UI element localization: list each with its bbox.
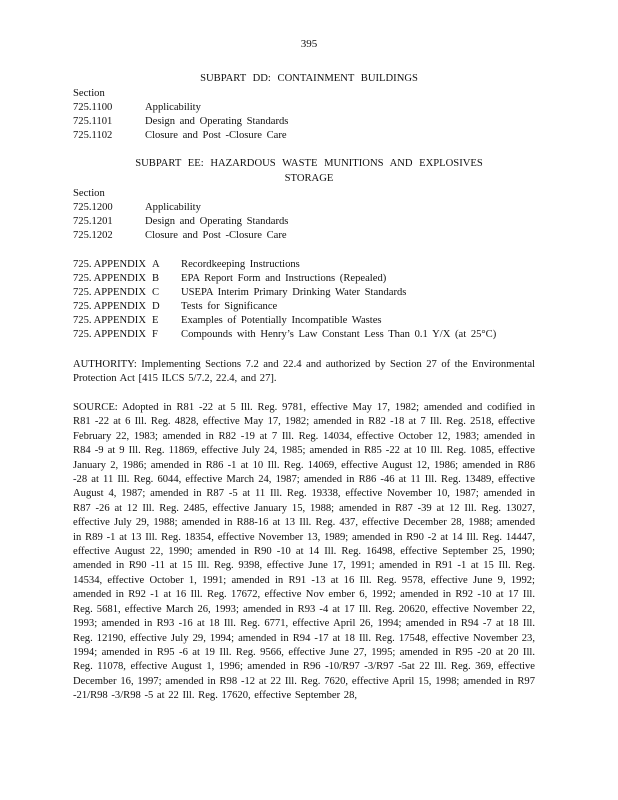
appendix-number: 725. APPENDIX (73, 287, 146, 298)
section-title: Closure and Post -Closure Care (145, 130, 287, 141)
appendix-title: USEPA Interim Primary Drinking Water Standards (181, 287, 407, 298)
appendix-number: 725. APPENDIX (73, 329, 146, 340)
section-number: 725.1102 (73, 130, 113, 141)
subpart-dd-heading: SUBPART DD: CONTAINMENT BUILDINGS (200, 73, 418, 84)
authority-note: AUTHORITY: Implementing Sections 7.2 and 22.4 and authorized by Section 27 of the Environmental Protection Act [415 ILCS 5/7.2, 22.4, and 27]. (73, 359, 535, 385)
section-number: 725.1100 (73, 102, 113, 113)
appendix-letter: D (152, 301, 160, 312)
section-number: 725.1101 (73, 116, 113, 127)
section-number: 725.1201 (73, 216, 113, 227)
page-number: 395 (300, 38, 318, 50)
appendix-letter: E (152, 315, 159, 326)
appendix-number: 725. APPENDIX (73, 315, 146, 326)
appendix-letter: B (152, 273, 160, 284)
appendix-number: 725. APPENDIX (73, 301, 146, 312)
appendix-title: Tests for Significance (181, 301, 278, 312)
appendix-title: Examples of Potentially Incompatible Wastes (181, 315, 382, 326)
section-title: Applicability (145, 102, 201, 113)
section-number: 725.1200 (73, 202, 113, 213)
section-label: Section (73, 188, 105, 199)
section-title: Design and Operating Standards (145, 216, 289, 227)
appendix-letter: F (152, 329, 158, 340)
source-note: SOURCE: Adopted in R81 -22 at 5 Ill. Reg. 9781, effective May 17, 1982; amended and codified in R81 -22 at 6 Ill. Reg. 4828, effective May 17, 1982; amended in R82 -18 at 7 Ill. Reg. 2518, effective February 22, 1983; amended in R82 -19 at 7 Ill. Reg. 14034, effective October 12, 1983; amended in R84 -9 at 9 Ill. Reg. 11869, effective July 24, 1985; amended in R85 -22 at 10 Ill. Reg. 1085, effective January 2, 1986; amended in R86 -1 at 10 Ill. Reg. 14069, effective August 12, 1986; amended in R86 -28 at 11 Ill. Reg. 6044, effective March 24, 1987; amended in R86 -46 at 11 Ill. Reg. 13489, effective August 4, 1987; amended in R87 -5 at 11 Ill. Reg. 19338, effective November 10, 1987; amended in R87 -26 at 12 Ill. Reg. 2485, effective January 15, 1988; amended in R87 -39 at 12 Ill. Reg. 13027, effective July 29, 1988; amended in R88-16 at 13 Ill. Reg. 437, effective December 28, 1988; amended in R89 -1 at 13 Ill. Reg. 18354, effective November 13, 1989; amended in R90 -2 at 14 Ill. Reg. 14447, effective August 22, 1990; amended in R90 -10 at 14 Ill. Reg. 16498, effective September 25, 1990; amended in R90 -11 at 15 Ill. Reg. 9398, effective June 17, 1991; amended in R91 -1 at 15 Ill. Reg. 14534, effective October 1, 1991; amended in R91 -13 at 16 Ill. Reg. 9578, effective June 9, 1992; amended in R92 -1 at 16 Ill. Reg. 17672, effective Nov ember 6, 1992; amended in R92 -10 at 17 Ill. Reg. 5681, effective March 26, 1993; amended in R93 -4 at 17 Ill. Reg. 20620, effective November 22, 1993; amended in R93 -16 at 18 Ill. Reg. 6771, effective April 26, 1994; amended in R94 -7 at 18 Ill. Reg. 12190, effective July 29, 1994; amended in R94 -17 at 18 Ill. Reg. 17548, effective November 23, 1994; amended in R95 -6 at 19 Ill. Reg. 9566, effective June 27, 1995; amended in R95 -20 at 20 Ill. Reg. 11078, effective August 1, 1996; amended in R96 -10/R97 -3/R97 -5at 22 Ill. Reg. 369, effective December 16, 1997; amended in R98 -12 at 22 Ill. Reg. 7620, effective April 15, 1998; amended in R97 -21/R98 -3/R98 -5 at 22 Ill. Reg. 17620, effective September 28, (73, 402, 535, 702)
section-title: Applicability (145, 202, 201, 213)
section-number: 725.1202 (73, 230, 113, 241)
appendix-number: 725. APPENDIX (73, 259, 146, 270)
appendix-title: EPA Report Form and Instructions (Repealed) (181, 273, 387, 284)
appendix-title: Compounds with Henry’s Law Constant Less Than 0.1 Y/X (at 25°C) (181, 329, 497, 340)
appendix-title: Recordkeeping Instructions (181, 259, 300, 270)
section-title: Design and Operating Standards (145, 116, 289, 127)
subpart-ee-heading-continued: STORAGE (284, 173, 334, 184)
appendix-letter: C (152, 287, 160, 298)
appendix-number: 725. APPENDIX (73, 273, 146, 284)
section-label: Section (73, 88, 105, 99)
subpart-ee-heading: SUBPART EE: HAZARDOUS WASTE MUNITIONS AND EXPLOSIVES (135, 158, 483, 169)
appendix-letter: A (152, 259, 160, 270)
section-title: Closure and Post -Closure Care (145, 230, 287, 241)
